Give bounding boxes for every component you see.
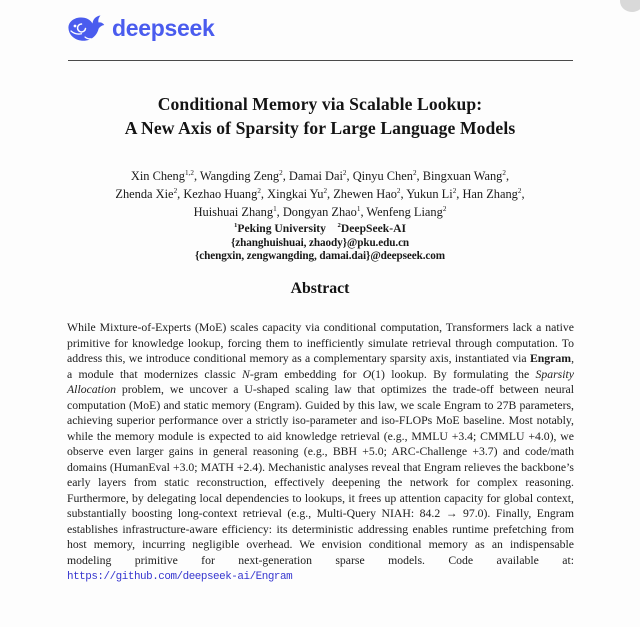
text-segment: -gram embedding for — [249, 367, 363, 381]
text-segment: , Bingxuan Wang — [416, 169, 503, 183]
text-segment: , — [521, 186, 525, 201]
text-segment: , Qinyu Chen — [346, 169, 413, 183]
superscript: 1 — [234, 222, 238, 230]
text-segment: , Damai Dai — [282, 169, 343, 183]
text-segment: , Zhewen Hao — [327, 186, 397, 201]
text-segment: Huishuai Zhang — [193, 204, 274, 219]
superscript: 2 — [502, 168, 506, 177]
superscript: 2 — [442, 204, 447, 213]
author-line-1 — [30, 168, 610, 186]
text-segment: , Han Zhang — [456, 186, 518, 201]
text-segment: (1) lookup. By formulating the — [371, 367, 536, 381]
header-divider — [68, 60, 573, 61]
superscript: 2 — [517, 186, 522, 195]
text-segment: , Xingkai Yu — [260, 186, 324, 201]
paper-title-line1: Conditional Memory via Scalable Lookup: — [157, 94, 483, 114]
superscript: 2 — [452, 186, 457, 195]
text-segment: DeepSeek-AI — [340, 222, 406, 235]
superscript: 2 — [337, 222, 341, 230]
text-segment: , Dongyan Zhao — [276, 204, 357, 219]
email-deepseek: {chengxin, zengwangding, damai.dai}@deepseek.com — [194, 250, 445, 263]
author-line-3 — [30, 204, 610, 222]
text-segment: problem, we uncover a U-shaped scaling law that optimizes the trade-off between neural computation (MoE) and static memory (Engram). Guided by this law, we scale Engram to 27B parameters, achieving superior performance over a strictly iso-parameter and iso-FLOPs MoE baseline. Most notably, while the memory module is expected to aid knowledge retrieval (e.g., MMLU +3.4; CMMLU +4.0), we observe even larger gains in general reasoning (e.g., BBH +5.0; ARC-Challenge +3.7) and code/math domains (HumanEval +3.0; MATH +2.4). Mechanistic analyses reveal that Engram relieves the backbone’s early layers from static reconstruction, effectively deepening the network for complex reasoning. Furthermore, by delegating local dependencies to lookups, it frees up attention capacity for global context, substantially boosting long-context retrieval (e.g., Multi-Query NIAH: 84.2 → 97.0). Finally, Engram establishes infrastructure-aware efficiency: its deterministic addressing enables runtime prefetching from host memory, incurring negligible overhead. We envision conditional memory as an indispensable modeling primitive for next-generation sparse models. Code available at: — [67, 383, 574, 567]
text-segment: Peking University — [237, 222, 338, 235]
superscript: 1 — [273, 204, 277, 213]
text-segment: , Kezhao Huang — [177, 186, 258, 201]
email-pku: {zhanghuishuai, zhaody}@pku.edu.cn — [230, 236, 410, 249]
paper-title — [40, 93, 600, 141]
abstract-heading: Abstract — [290, 280, 350, 297]
text-segment: While Mixture-of-Experts (MoE) scales capacity via conditional computation, Transformers lack a native primitive for knowledge lookup, forcing them to inefficiently simulate retrieval through computation. To address this, we introduce conditional memory as a complementary sparsity axis, instantiated via — [67, 321, 574, 365]
superscript: 2 — [323, 186, 328, 195]
superscript: 1 — [356, 204, 361, 213]
text-segment: Sparsity Allocation — [67, 367, 574, 396]
abstract-text — [67, 320, 574, 586]
deepseek-logo — [67, 13, 214, 44]
text-segment: , Wangding Zeng — [193, 169, 280, 183]
superscript: 2 — [412, 168, 417, 177]
affiliation-block — [40, 222, 600, 264]
superscript: 2 — [279, 168, 283, 177]
text-segment: Zhenda Xie — [115, 186, 174, 201]
superscript: 2 — [257, 186, 261, 195]
corner-artifact — [620, 0, 640, 12]
text-segment: , Wenfeng Liang — [360, 204, 443, 219]
superscript: 2 — [342, 168, 347, 177]
text-segment: , a module that modernizes classic — [67, 352, 574, 381]
text-segment: , Yukun Li — [400, 186, 453, 201]
paper-title-line2: A New Axis of Sparsity for Large Language Models — [124, 117, 516, 138]
text-segment: Xin Cheng — [130, 169, 185, 183]
superscript: 2 — [173, 186, 178, 195]
text-segment: , — [505, 169, 510, 183]
text-segment: N — [242, 367, 250, 381]
deepseek-whale-icon — [67, 13, 105, 44]
superscript: 1,2 — [184, 168, 194, 177]
superscript: 2 — [396, 186, 401, 195]
author-line-2 — [30, 186, 610, 204]
text-segment: Engram — [529, 352, 572, 365]
deepseek-wordmark: deepseek — [112, 15, 215, 41]
author-list — [30, 168, 610, 221]
github-link[interactable]: https://github.com/deepseek-ai/Engram — [67, 571, 293, 583]
affiliations — [40, 222, 600, 237]
text-segment: O — [362, 367, 372, 381]
